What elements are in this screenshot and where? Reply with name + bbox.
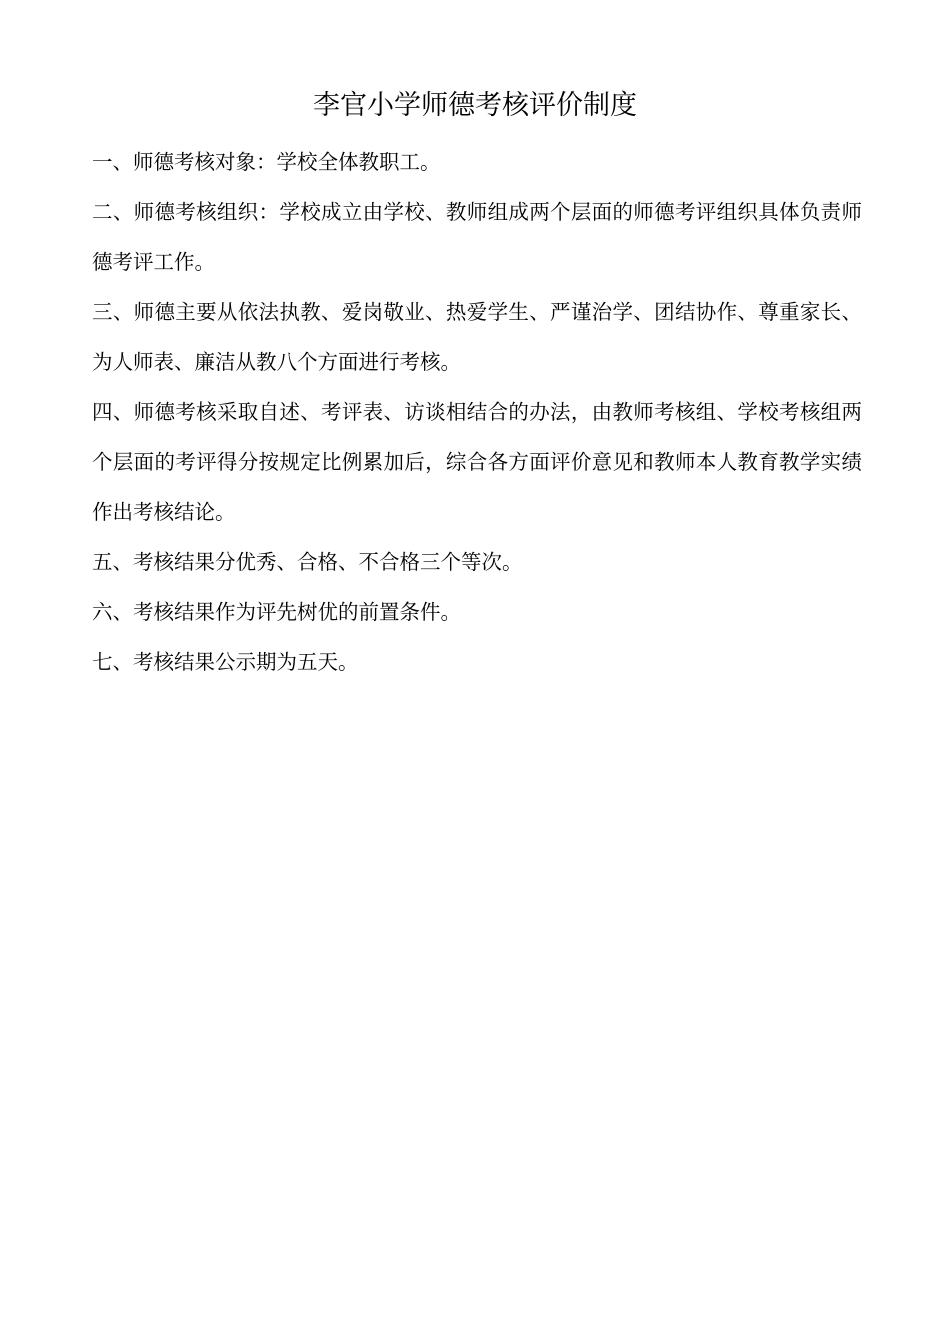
clause-5: 五、考核结果分优秀、合格、不合格三个等次。 [92, 550, 523, 574]
clause-4: 四、师德考核采取自述、考评表、访谈相结合的办法，由教师考核组、学校考核组两个层面的考评得分按规定比例累加后，综合各方面评价意见和教师本人教育教学实绩作出考核结论。 [92, 400, 862, 524]
clause-3: 三、师德主要从依法执教、爱岗敬业、热爱学生、严谨治学、团结协作、尊重家长、为人师表、廉洁从教八个方面进行考核。 [92, 300, 862, 374]
document-body [92, 137, 862, 687]
clause-7: 七、考核结果公示期为五天。 [92, 650, 359, 674]
clause-2: 二、师德考核组织：学校成立由学校、教师组成两个层面的师德考评组织具体负责师德考评工作。 [92, 200, 862, 274]
document-title: 李官小学师德考核评价制度 [313, 90, 637, 121]
clause-6: 六、考核结果作为评先树优的前置条件。 [92, 600, 461, 624]
clause-1: 一、师德考核对象：学校全体教职工。 [92, 150, 441, 174]
